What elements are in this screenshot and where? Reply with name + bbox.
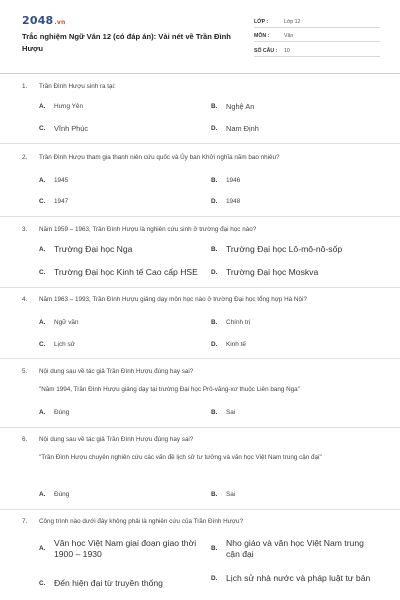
question-body: Trần Đình Hượu tham gia thanh niên cứu quốc và Ủy ban Khởi nghĩa năm bao nhiêu? (39, 154, 280, 161)
option-letter: C. (39, 125, 46, 132)
header-divider (0, 73, 400, 74)
question-separator (0, 358, 400, 359)
question-number: 6. (22, 436, 28, 443)
option-c[interactable] (39, 267, 198, 278)
option-letter: C. (39, 268, 46, 276)
question-number: 7. (22, 518, 28, 525)
option-b[interactable] (211, 489, 235, 500)
question-text (22, 435, 193, 444)
question-separator (0, 509, 400, 510)
option-c[interactable] (39, 196, 68, 207)
meta-label: LỚP : (254, 18, 269, 25)
option-d[interactable] (211, 573, 379, 584)
question-number: 2. (22, 154, 28, 161)
option-letter: C. (39, 341, 46, 348)
option-b[interactable] (211, 407, 235, 418)
option-letter: B. (211, 103, 218, 110)
option-text: Chính trị (226, 319, 251, 326)
option-c[interactable] (39, 339, 75, 350)
document-header (0, 0, 400, 74)
meta-row-class (254, 13, 380, 28)
option-letter: B. (211, 409, 218, 416)
option-text: 1947 (54, 198, 69, 205)
option-a[interactable] (39, 101, 83, 112)
option-letter: A. (39, 177, 46, 184)
option-text: Ngữ văn (54, 319, 79, 326)
option-letter: B. (211, 545, 218, 552)
option-letter: A. (39, 545, 46, 552)
option-text: Vĩnh Phúc (54, 124, 89, 133)
option-b[interactable] (211, 538, 379, 559)
question-body: Năm 1959 – 1963, Trần Đình Hượu là nghiên cứu sinh ở trường đại học nào? (39, 226, 257, 233)
option-d[interactable] (211, 339, 246, 350)
page-title: Trắc nghiệm Ngữ Văn 12 (có đáp án): Vài nét về Trần Đình Hượu (22, 32, 231, 53)
option-letter: A. (39, 491, 46, 498)
option-b[interactable] (211, 175, 240, 186)
option-letter: D. (211, 198, 218, 205)
option-c[interactable] (39, 123, 88, 134)
option-letter: A. (39, 409, 46, 416)
option-text: 1948 (226, 198, 241, 205)
option-letter: D. (211, 125, 218, 132)
question-quote: "Trần Đình Hượu chuyên nghiên cứu các vấn đề lịch sử tư tưởng và văn học Việt Nam trung cận đại" (39, 454, 322, 461)
option-text: Trường Đại học Lô-mô-nô-sốp (226, 244, 343, 254)
question-text (22, 153, 280, 162)
option-text: Nghệ An (226, 102, 255, 111)
option-letter: B. (211, 319, 218, 326)
option-d[interactable] (211, 267, 318, 278)
option-b[interactable] (211, 101, 254, 112)
question-number: 1. (22, 83, 28, 90)
question-text (22, 295, 307, 304)
option-text: Lịch sử nhà nước và pháp luật tư bản (226, 573, 371, 583)
meta-label: SỐ CÂU : (254, 47, 278, 54)
question-separator (0, 287, 400, 288)
question-text (22, 82, 116, 91)
option-letter: C. (39, 198, 46, 205)
option-letter: C. (39, 579, 46, 587)
option-letter: A. (39, 319, 46, 326)
option-b[interactable] (211, 317, 250, 328)
option-text: Đúng (54, 491, 70, 498)
option-d[interactable] (211, 123, 259, 134)
option-a[interactable] (39, 407, 69, 418)
question-body: Trần Đình Hượu sinh ra tại: (39, 83, 116, 90)
logo-text: 2048 (22, 14, 54, 27)
logo-suffix: .vn (54, 19, 66, 26)
option-text: Hưng Yên (54, 103, 84, 110)
meta-row-subject (254, 28, 380, 43)
option-text: Đúng (54, 409, 70, 416)
option-text: Trường Đại học Kinh tế Cao cấp HSE (54, 267, 198, 277)
option-letter: D. (211, 341, 218, 348)
option-text: Trường Đại học Moskva (226, 267, 319, 277)
question-quote: "Năm 1994, Trần Đình Hượu giảng dạy tại trường Đại học Prô-văng-xơ thuộc Liên bang Nga" (39, 386, 300, 393)
option-letter: B. (211, 491, 218, 498)
meta-value: 10 (284, 47, 290, 54)
option-d[interactable] (211, 196, 240, 207)
meta-info (254, 13, 380, 57)
option-a[interactable] (39, 538, 199, 559)
option-text: Nam Định (226, 124, 259, 133)
question-text (22, 367, 193, 376)
option-text: Văn học Việt Nam giai đoạn giao thời 1900 – 1930 (54, 538, 197, 559)
meta-value: Lớp 12 (284, 18, 301, 25)
option-c[interactable] (39, 578, 199, 589)
option-text: Sai (226, 491, 236, 498)
question-number: 5. (22, 368, 28, 375)
option-text: 1945 (54, 177, 69, 184)
question-body: Năm 1963 – 1993, Trần Đình Hượu giảng dạy môn học nào ở trường Đại học tổng hợp Hà Nội? (39, 296, 307, 303)
option-letter: D. (211, 574, 218, 582)
option-text: Kinh tế (226, 341, 246, 348)
option-text: Sai (226, 409, 236, 416)
option-a[interactable] (39, 489, 69, 500)
question-separator (0, 143, 400, 144)
option-text: 1946 (226, 177, 241, 184)
question-body: Công trình nào dưới đây không phải là nghiên cứu của Trần Đình Hượu? (39, 518, 243, 525)
question-text (22, 225, 256, 234)
option-letter: A. (39, 245, 46, 253)
option-letter: B. (211, 177, 218, 184)
meta-label: MÔN : (254, 33, 270, 39)
question-number: 3. (22, 226, 28, 233)
question-number: 4. (22, 296, 28, 303)
option-letter: A. (39, 103, 46, 110)
option-letter: D. (211, 268, 218, 276)
option-a[interactable] (39, 244, 132, 255)
question-body: Nội dung sau về tác giả Trần Đình Hượu đúng hay sai? (39, 368, 194, 375)
option-text: Trường Đại học Nga (54, 244, 133, 254)
option-a[interactable] (39, 317, 79, 328)
site-logo[interactable] (22, 14, 65, 27)
option-b[interactable] (211, 244, 342, 255)
question-separator (0, 427, 400, 428)
option-text: Nho giáo và văn học Việt Nam trung cận đại (226, 538, 364, 559)
meta-value: Văn (284, 33, 294, 39)
option-a[interactable] (39, 175, 68, 186)
question-body: Nội dung sau về tác giả Trần Đình Hượu đúng hay sai? (39, 436, 194, 443)
option-text: Lịch sử (54, 341, 75, 348)
meta-row-count (254, 42, 380, 57)
option-text: Đến hiện đại từ truyền thống (54, 578, 163, 588)
option-letter: B. (211, 245, 218, 253)
question-separator (0, 216, 400, 217)
question-text (22, 517, 243, 526)
